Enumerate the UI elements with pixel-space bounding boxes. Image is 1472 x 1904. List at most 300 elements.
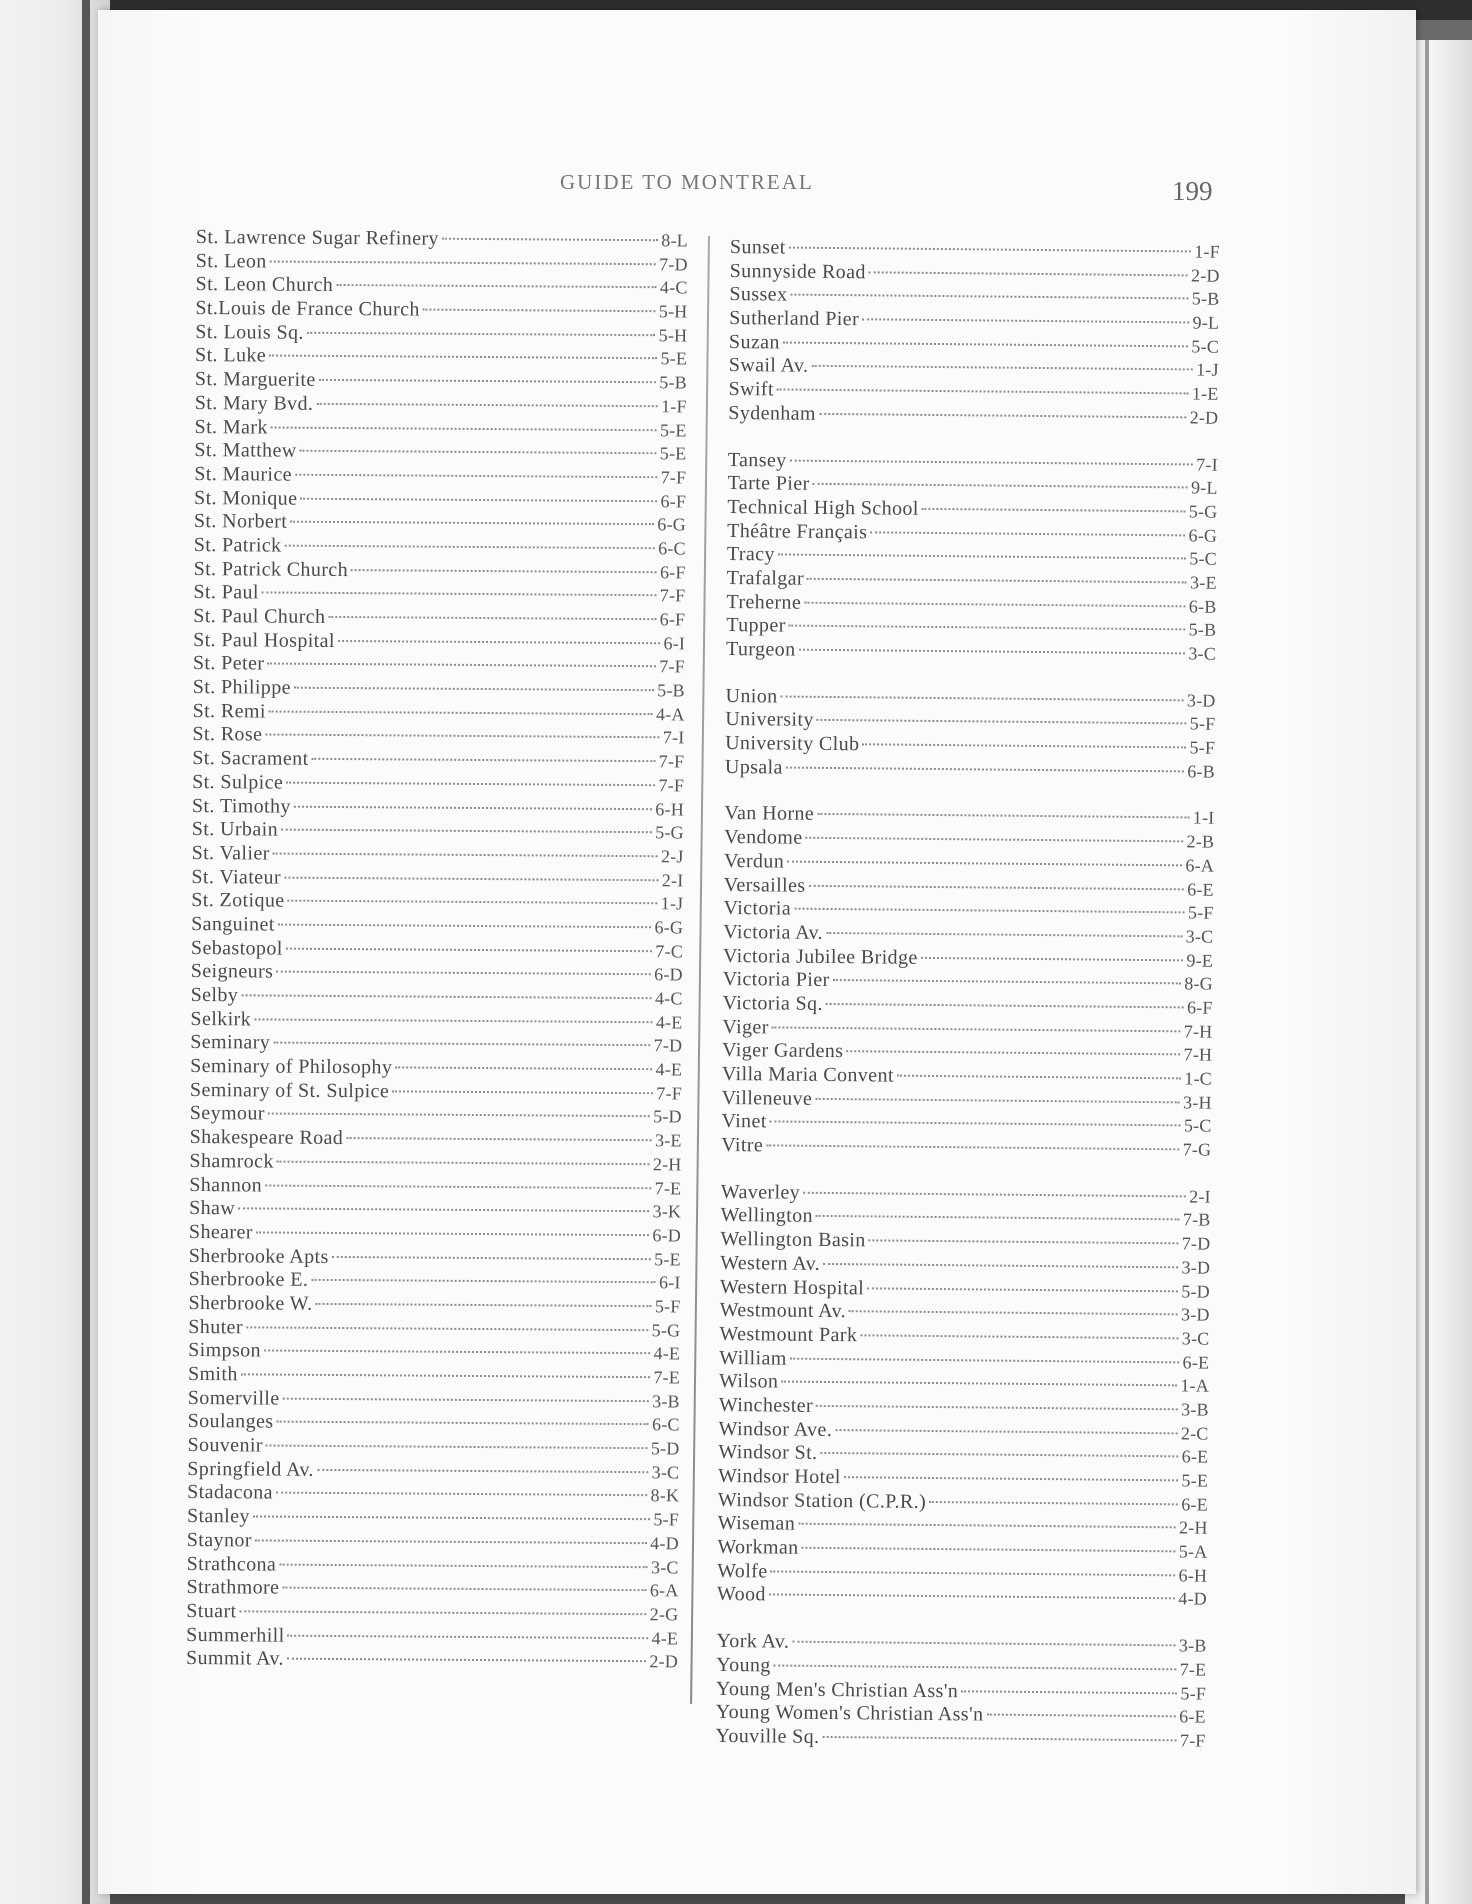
map-reference: 1-I — [1192, 807, 1215, 829]
index-entry — [723, 992, 1213, 1020]
entry-name: Trafalgar — [726, 566, 805, 590]
index-entry — [190, 1031, 682, 1058]
entry-name: Sherbrooke W. — [188, 1291, 313, 1315]
running-head: GUIDE TO MONTREAL — [560, 170, 814, 194]
entry-name: Treherne — [726, 590, 802, 614]
index-entry — [191, 960, 683, 987]
entry-name: St.Louis de France Church — [195, 297, 420, 321]
index-entry — [186, 1624, 678, 1651]
dot-leader — [267, 663, 656, 668]
dot-leader — [783, 341, 1189, 347]
map-reference: 6-F — [659, 561, 686, 583]
entry-name: Stanley — [186, 1505, 250, 1528]
entry-name: Westmount Av. — [719, 1299, 847, 1323]
entry-name: St. Philippe — [192, 676, 292, 699]
dot-leader — [294, 687, 654, 692]
index-entry — [187, 1458, 679, 1485]
entry-name: Théâtre Français — [727, 519, 868, 543]
entry-name: Swail Av. — [728, 354, 809, 378]
entry-name: St. Rose — [192, 723, 263, 746]
dot-leader — [781, 695, 1184, 701]
dot-leader — [772, 1026, 1181, 1032]
dot-leader — [961, 1690, 1177, 1694]
map-reference: 1-J — [1196, 359, 1219, 381]
index-entry — [717, 1536, 1207, 1564]
map-reference: 5-E — [660, 348, 688, 369]
left-index-column — [186, 226, 688, 1674]
dot-leader — [241, 994, 652, 999]
index-entry — [187, 1481, 679, 1508]
dot-leader — [813, 483, 1188, 489]
entry-name: Windsor Hotel — [717, 1464, 841, 1489]
index-entry — [192, 842, 684, 869]
dot-leader — [442, 238, 658, 242]
dot-leader — [351, 569, 657, 573]
index-entry — [719, 1323, 1209, 1351]
dot-leader — [279, 1563, 648, 1568]
dot-leader — [288, 1634, 649, 1639]
entry-name: St. Paul Hospital — [193, 628, 335, 652]
entry-name: Waverley — [720, 1180, 801, 1204]
index-entry — [715, 1725, 1205, 1753]
index-entry — [190, 1126, 682, 1153]
map-reference: 6-D — [652, 1225, 682, 1246]
dot-leader — [300, 450, 657, 454]
entry-name: Staynor — [186, 1528, 252, 1552]
map-reference: 3-D — [1180, 1304, 1210, 1325]
dot-leader — [311, 1279, 656, 1283]
dot-leader — [423, 309, 656, 313]
dot-leader — [268, 1113, 650, 1118]
entry-name: Stadacona — [187, 1481, 274, 1505]
dot-leader — [921, 956, 1184, 961]
dot-leader — [862, 318, 1190, 323]
map-reference: 2-D — [649, 1651, 679, 1672]
dot-leader — [774, 1664, 1177, 1670]
entry-name: Western Av. — [720, 1251, 821, 1275]
map-reference: 5-D — [653, 1106, 682, 1127]
dot-leader — [794, 908, 1185, 914]
dot-leader — [790, 1357, 1180, 1363]
index-entry — [193, 700, 685, 727]
dot-leader — [281, 829, 652, 834]
map-reference: 5-E — [659, 443, 687, 464]
map-reference: 3-H — [1183, 1092, 1212, 1113]
index-entry — [191, 889, 683, 916]
dot-leader — [317, 1469, 649, 1473]
map-reference: 7-F — [658, 775, 685, 796]
map-reference: 5-F — [1189, 737, 1216, 758]
right-index-column — [715, 236, 1219, 1753]
map-reference: 6-E — [1181, 1446, 1209, 1467]
dot-leader — [288, 900, 658, 905]
index-entry — [188, 1387, 680, 1414]
map-reference: 5-E — [1181, 1470, 1209, 1491]
entry-name: Seminary of St. Sulpice — [189, 1078, 390, 1103]
index-entry — [186, 1576, 678, 1603]
dot-leader — [270, 260, 656, 265]
map-reference: 6-C — [651, 1414, 680, 1435]
dot-leader — [826, 1003, 1184, 1008]
dot-leader — [316, 403, 658, 407]
map-reference: 7-F — [659, 585, 686, 606]
map-reference: 5-F — [653, 1509, 680, 1530]
dot-leader — [835, 1429, 1178, 1434]
dot-leader — [276, 1421, 649, 1426]
dot-leader — [792, 1641, 1176, 1647]
entry-name: Technical High School — [727, 495, 919, 520]
entry-name: Wilson — [718, 1370, 779, 1393]
entry-name: Simpson — [188, 1339, 262, 1362]
entry-name: Union — [725, 684, 778, 708]
dot-leader — [929, 1501, 1178, 1505]
entry-name: Winchester — [718, 1393, 814, 1417]
map-reference: 4-A — [655, 703, 685, 725]
dot-leader — [817, 813, 1190, 819]
map-reference: 7-F — [656, 1082, 683, 1104]
dot-leader — [307, 332, 656, 336]
dot-leader — [789, 625, 1186, 631]
map-reference: 3-B — [652, 1390, 680, 1412]
dot-leader — [328, 616, 656, 620]
index-entry — [194, 558, 686, 585]
dot-leader — [806, 837, 1184, 843]
index-entry — [195, 392, 687, 419]
index-entry — [195, 297, 687, 324]
dot-leader — [395, 1066, 652, 1070]
dot-leader — [277, 1160, 650, 1165]
entry-name: St. Valier — [191, 841, 270, 865]
index-entry — [196, 273, 688, 300]
index-entry — [192, 794, 684, 821]
dot-leader — [849, 1310, 1178, 1315]
entry-name: Sebastopol — [190, 936, 283, 960]
dot-leader — [269, 355, 657, 360]
map-reference: 5-B — [659, 372, 687, 393]
index-entry — [192, 771, 684, 798]
map-reference: 5-G — [1188, 501, 1218, 522]
entry-name: St. Sacrament — [192, 747, 309, 770]
map-reference: 5-D — [650, 1438, 680, 1459]
index-entry — [194, 487, 686, 514]
map-reference: 7-D — [659, 253, 688, 275]
entry-name: Sherbrooke Apts — [188, 1244, 329, 1268]
dot-leader — [265, 734, 660, 739]
entry-name: Villeneuve — [721, 1086, 813, 1110]
entry-name: Westmount Park — [719, 1322, 858, 1347]
entry-name: Wolfe — [717, 1559, 768, 1583]
map-reference: 3-C — [651, 1461, 680, 1483]
entry-name: Swift — [728, 378, 774, 401]
entry-name: Souvenir — [187, 1434, 263, 1457]
map-reference: 2-D — [1189, 407, 1219, 428]
dot-leader — [846, 1050, 1180, 1055]
dot-leader — [817, 719, 1187, 725]
dot-leader — [273, 852, 658, 857]
entry-name: St. Matthew — [194, 439, 297, 462]
map-reference: 9-L — [1192, 312, 1220, 333]
map-reference: 7-D — [653, 1035, 683, 1056]
page-number: 199 — [1172, 176, 1213, 206]
index-entry — [196, 250, 688, 277]
dot-leader — [262, 592, 657, 597]
map-reference: 6-B — [1188, 596, 1217, 617]
map-reference: 5-F — [654, 1296, 681, 1317]
index-entry — [188, 1410, 680, 1437]
map-reference: 6-F — [1186, 997, 1213, 1018]
map-reference: 4-D — [650, 1533, 679, 1554]
index-entry — [188, 1292, 680, 1319]
entry-name: Summit Av. — [185, 1647, 284, 1670]
dot-leader — [804, 601, 1186, 607]
index-entry — [189, 1268, 681, 1295]
index-entry — [192, 818, 684, 845]
entry-name: Upsala — [724, 755, 783, 779]
dot-leader — [826, 932, 1183, 937]
entry-name: St. Leon Church — [195, 273, 334, 297]
index-entry — [186, 1600, 678, 1627]
entry-name: Tupper — [726, 614, 786, 637]
entry-name: Seymour — [189, 1102, 265, 1125]
entry-name: St. Urbain — [191, 818, 279, 841]
map-reference: 6-E — [1181, 1494, 1208, 1515]
entry-name: Viger — [722, 1015, 769, 1039]
index-entry — [188, 1339, 680, 1366]
map-reference: 4-E — [651, 1627, 679, 1648]
dot-leader — [816, 1405, 1178, 1410]
index-entry — [724, 826, 1214, 854]
map-reference: 6-G — [657, 514, 686, 535]
entry-name: Victoria Sq. — [722, 991, 823, 1015]
dot-leader — [789, 247, 1192, 253]
map-reference: 7-D — [1181, 1233, 1211, 1254]
map-reference: 2-J — [660, 846, 684, 867]
dot-leader — [766, 1144, 1180, 1150]
entry-name: Vinet — [721, 1110, 767, 1133]
entry-name: Strathmore — [186, 1576, 280, 1599]
entry-name: Van Horne — [724, 802, 815, 826]
entry-name: Soulanges — [187, 1410, 274, 1433]
map-reference: 2-B — [1186, 831, 1215, 852]
map-reference: 4-C — [659, 277, 688, 298]
entry-name: Verdun — [723, 849, 785, 873]
entry-name: Workman — [717, 1536, 799, 1559]
dot-leader — [300, 497, 657, 501]
map-reference: 3-C — [1181, 1328, 1210, 1349]
entry-name: St. Marguerite — [194, 368, 316, 391]
entry-name: St. Patrick Church — [193, 557, 349, 581]
map-reference: 2-I — [1189, 1186, 1211, 1207]
entry-name: Shakespeare Road — [189, 1126, 344, 1150]
entry-name: University Club — [725, 732, 860, 756]
dot-leader — [336, 284, 657, 288]
map-reference: 6-A — [649, 1580, 679, 1601]
entry-name: Victoria Av. — [723, 920, 824, 944]
map-reference: 3-B — [1178, 1635, 1207, 1656]
dot-leader — [815, 1098, 1180, 1104]
entry-name: Somerville — [187, 1386, 280, 1410]
entry-name: Wellington — [720, 1204, 814, 1228]
map-reference: 5-H — [658, 324, 688, 346]
entry-name: St. Lawrence Sugar Refinery — [195, 226, 439, 250]
index-entry — [190, 1008, 682, 1035]
map-reference: 8-G — [1184, 973, 1213, 994]
dot-leader — [240, 1610, 647, 1615]
index-entry — [190, 1102, 682, 1129]
dot-leader — [316, 1303, 652, 1307]
map-reference: 1-E — [1191, 383, 1219, 404]
entry-name: St. Sulpice — [192, 770, 284, 794]
entry-name: St. Zotique — [191, 889, 285, 912]
dot-leader — [770, 1121, 1181, 1127]
index-entry — [721, 1134, 1211, 1162]
entry-name: St. Timothy — [191, 794, 291, 818]
entry-name: Victoria Jubilee Bridge — [722, 944, 918, 969]
entry-name: Western Hospital — [719, 1275, 865, 1299]
map-reference: 6-I — [658, 1272, 681, 1293]
index-entry — [191, 984, 683, 1011]
dot-leader — [238, 1208, 649, 1213]
dot-leader — [786, 766, 1184, 772]
map-reference: 2-G — [649, 1604, 679, 1625]
entry-name: Seminary — [190, 1031, 271, 1054]
map-reference: 2-H — [652, 1154, 682, 1175]
index-entry — [191, 913, 683, 940]
map-reference: 5-B — [1188, 619, 1217, 640]
entry-name: Villa Maria Convent — [721, 1062, 894, 1087]
index-entry — [725, 732, 1215, 760]
index-entry — [194, 510, 686, 537]
map-reference: 7-F — [659, 656, 686, 677]
map-reference: 7-E — [1179, 1659, 1207, 1680]
map-reference: 5-H — [658, 301, 688, 322]
map-reference: 7-F — [658, 751, 685, 772]
index-entry — [729, 307, 1219, 335]
dot-leader — [276, 971, 651, 976]
entry-name: Turgeon — [725, 637, 796, 661]
dot-leader — [338, 640, 661, 644]
map-reference: 3-C — [1188, 643, 1217, 664]
dot-leader — [273, 1042, 651, 1047]
dot-leader — [266, 1445, 648, 1450]
map-reference: 8-L — [661, 230, 688, 251]
index-entry — [190, 1079, 682, 1106]
map-reference: 3-D — [1181, 1257, 1211, 1278]
dot-leader — [869, 271, 1188, 276]
map-reference: 2-I — [661, 869, 684, 890]
dot-leader — [271, 426, 657, 431]
dot-leader — [778, 554, 1186, 560]
entry-name: Suzan — [728, 330, 780, 354]
map-reference: 7-E — [654, 1177, 682, 1198]
index-entry — [187, 1552, 679, 1579]
entry-name: Sunnyside Road — [729, 259, 866, 283]
dot-leader — [312, 758, 656, 762]
dot-leader — [803, 1191, 1186, 1197]
dot-leader — [781, 1381, 1177, 1387]
map-reference: 6-G — [654, 917, 684, 938]
entry-name: Victoria — [723, 897, 792, 920]
dot-leader — [346, 1137, 652, 1141]
map-reference: 5-E — [654, 1248, 681, 1269]
index-entry — [194, 534, 686, 561]
dot-leader — [253, 1516, 651, 1521]
entry-name: Wood — [716, 1583, 766, 1606]
dot-leader — [278, 924, 652, 929]
dot-leader — [265, 1184, 652, 1189]
dot-leader — [862, 743, 1186, 748]
index-entry — [189, 1150, 681, 1177]
entry-name: Seminary of Philosophy — [190, 1055, 393, 1079]
entry-name: Summerhill — [186, 1623, 285, 1647]
entry-name: St. Paul Church — [193, 604, 326, 628]
map-reference: 6-H — [1178, 1565, 1208, 1586]
index-entry — [193, 605, 685, 632]
map-reference: 1-F — [1194, 241, 1220, 262]
dot-leader — [241, 1373, 651, 1378]
map-reference: 3-E — [1190, 572, 1217, 593]
index-entry — [192, 747, 684, 774]
dot-leader — [392, 1090, 653, 1094]
dot-leader — [246, 1326, 649, 1331]
map-reference: 7-C — [655, 940, 684, 962]
entry-name: St. Mary Bvd. — [194, 391, 314, 415]
dot-leader — [283, 1397, 650, 1402]
index-entry — [194, 439, 686, 466]
entry-name: Strathcona — [186, 1552, 277, 1576]
map-reference: 5-F — [1187, 902, 1214, 923]
map-reference: 6-I — [663, 632, 686, 654]
dot-leader — [823, 1736, 1177, 1741]
entry-name: St. Peter — [192, 652, 265, 675]
map-reference: 5-B — [657, 680, 685, 701]
entry-name: Springfield Av. — [187, 1457, 314, 1481]
index-entry — [187, 1434, 679, 1461]
map-reference: 7-F — [660, 467, 687, 488]
entry-name: Vitre — [721, 1134, 764, 1157]
dot-leader — [870, 531, 1185, 536]
entry-name: Tarte Pier — [727, 472, 810, 495]
entry-name: St. Luke — [195, 344, 267, 367]
index-entry — [194, 463, 686, 490]
dot-leader — [254, 1018, 653, 1023]
map-reference: 6-E — [1187, 878, 1214, 900]
map-reference: 5-F — [1180, 1682, 1207, 1704]
index-entry — [191, 937, 683, 964]
index-entry — [196, 226, 688, 253]
dot-leader — [769, 1594, 1176, 1600]
map-reference: 3-K — [652, 1201, 682, 1222]
dot-leader — [897, 1075, 1181, 1080]
map-reference: 5-G — [651, 1319, 681, 1341]
index-entry — [193, 652, 685, 679]
entry-name: St. Patrick — [193, 533, 282, 557]
map-reference: 3-D — [1186, 690, 1216, 711]
dot-leader — [809, 884, 1185, 890]
map-reference: 7-B — [1182, 1209, 1211, 1231]
dot-leader — [284, 876, 659, 881]
index-entry — [195, 321, 687, 348]
map-reference: 6-D — [654, 964, 683, 985]
dot-leader — [802, 1547, 1176, 1553]
dot-leader — [860, 1334, 1179, 1339]
map-reference: 2-D — [1190, 265, 1220, 286]
map-reference: 6-E — [1179, 1706, 1206, 1727]
index-entry — [727, 520, 1217, 548]
dot-leader — [290, 521, 654, 526]
dot-leader — [867, 1287, 1178, 1292]
map-reference: 6-B — [1187, 761, 1215, 782]
